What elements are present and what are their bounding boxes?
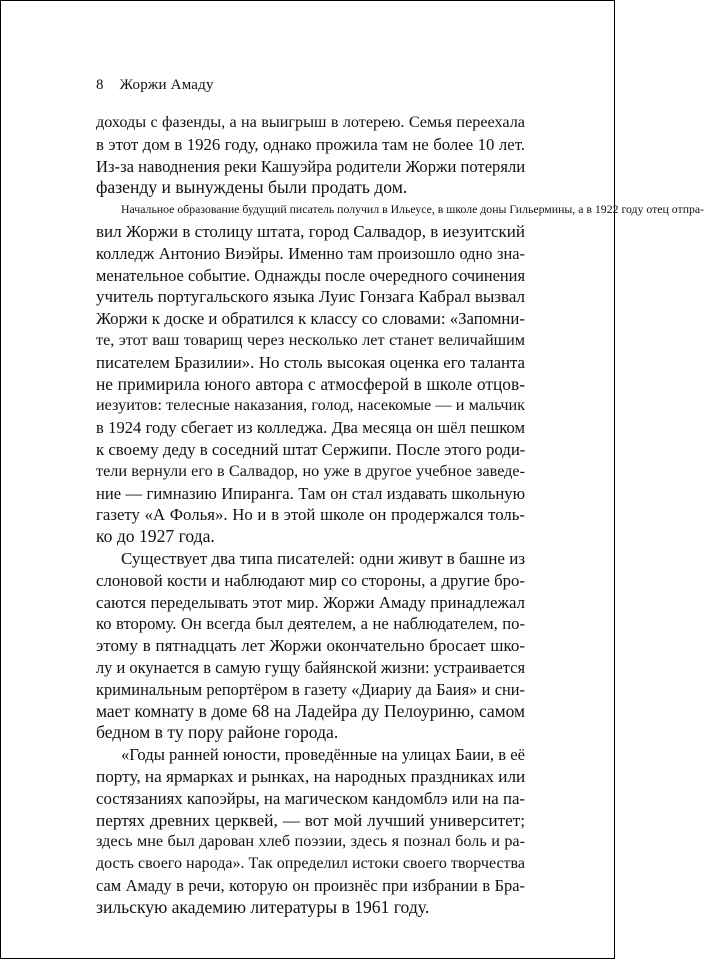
- text-line: Из-за наводнения реки Кашуэйра родители Жоржи потеряли: [96, 156, 526, 176]
- text-line: доходы с фазенды, а на выигрыш в лотерею. Семья переехала: [96, 113, 525, 131]
- text-line: «Годы ранней юности, проведённые на улицах Баии, в её: [121, 745, 525, 765]
- text-line: мает комнату в доме 68 на Ладейра ду Пелоуриню, самом: [96, 700, 525, 721]
- text-line: этому в пятнадцать лет Жоржи окончательно бросает шко-: [96, 636, 525, 656]
- text-line: писателем Бразилии». Но столь высокая оценка его таланта: [96, 352, 525, 372]
- text-line: Существует два типа писателей: одни живут в башне из: [121, 548, 526, 568]
- text-line: ние — гимназию Ипиранга. Там он стал издавать школьную: [96, 483, 525, 503]
- text-line: в этот дом в 1926 году, однако прожила там не более 10 лет.: [96, 134, 525, 154]
- text-line: к своему деду в соседний штат Сержипи. После этого роди-: [96, 439, 526, 459]
- text-line: пертях древних церквей, — вот мой лучший университет;: [96, 810, 525, 830]
- text-line: тели вернули его в Салвадор, но уже в другое учебное заведе-: [96, 461, 525, 480]
- text-line: иезуитов: телесные наказания, голод, насекомые — и мальчик: [96, 396, 525, 415]
- running-header: [96, 77, 214, 94]
- text-line: те, этот ваш товарищ через несколько лет станет величайшим: [96, 330, 525, 349]
- text-line: ко до 1927 года.: [96, 526, 215, 547]
- text-line: саются переделывать этот мир. Жоржи Амаду принадлежал: [96, 592, 525, 612]
- running-title: Жоржи Амаду: [119, 77, 214, 93]
- page-number: 8: [96, 77, 104, 93]
- text-line: лу и окунается в самую гущу байянской жизни: устраивается: [96, 657, 525, 677]
- text-line: здесь мне был дарован хлеб поэзии, здесь я познал боль и ра-: [96, 832, 525, 851]
- text-line: слоновой кости и наблюдают мир со стороны, а другие бро-: [96, 570, 525, 590]
- text-line: сам Амаду в речи, которую он произнёс при избрании в Бра-: [96, 875, 525, 895]
- text-line: не примирила юного автора с атмосферой в школе отцов-: [96, 373, 525, 394]
- text-line: учитель португальского языка Луис Гонзага Кабрал вызвал: [96, 287, 525, 307]
- text-line: Жоржи к доске и обратился к классу со словами: «Запомни-: [96, 309, 525, 329]
- text-line: колледж Антонио Виэйры. Именно там произошло одно зна-: [96, 243, 525, 263]
- text-line: дость своего народа». Так определил истоки своего творчества: [96, 855, 525, 873]
- text-line: менательное событие. Однажды после очередного сочинения: [96, 265, 525, 285]
- text-line: состязаниях капоэйры, на магическом кандомблэ или на па-: [96, 788, 525, 808]
- text-line: вил Жоржи в столицу штата, город Салвадор, в иезуитский: [96, 221, 525, 241]
- body-text: [96, 112, 704, 918]
- text-line: фазенду и вынуждены были продать дом.: [96, 177, 408, 198]
- text-line: в 1924 году сбегает из колледжа. Два месяца он шёл пешком: [96, 418, 525, 438]
- text-line: зильскую академию литературы в 1961 году.: [96, 896, 430, 917]
- text-line: порту, на ярмарках и рынках, на народных праздниках или: [96, 766, 526, 786]
- text-line: криминальным репортёром в газету «Диариу да Баия» и сни-: [96, 679, 525, 699]
- text-line: газету «А Фолья». Но и в этой школе он продержался толь-: [96, 505, 525, 525]
- text-line: Начальное образование будущий писатель получил в Ильеусе, в школе доны Гильермины, а в 1922 году отец отпра-: [121, 202, 704, 217]
- text-line: бедном в ту пору районе города.: [96, 722, 339, 743]
- text-line: ко второму. Он всегда был деятелем, а не наблюдателем, по-: [96, 614, 525, 634]
